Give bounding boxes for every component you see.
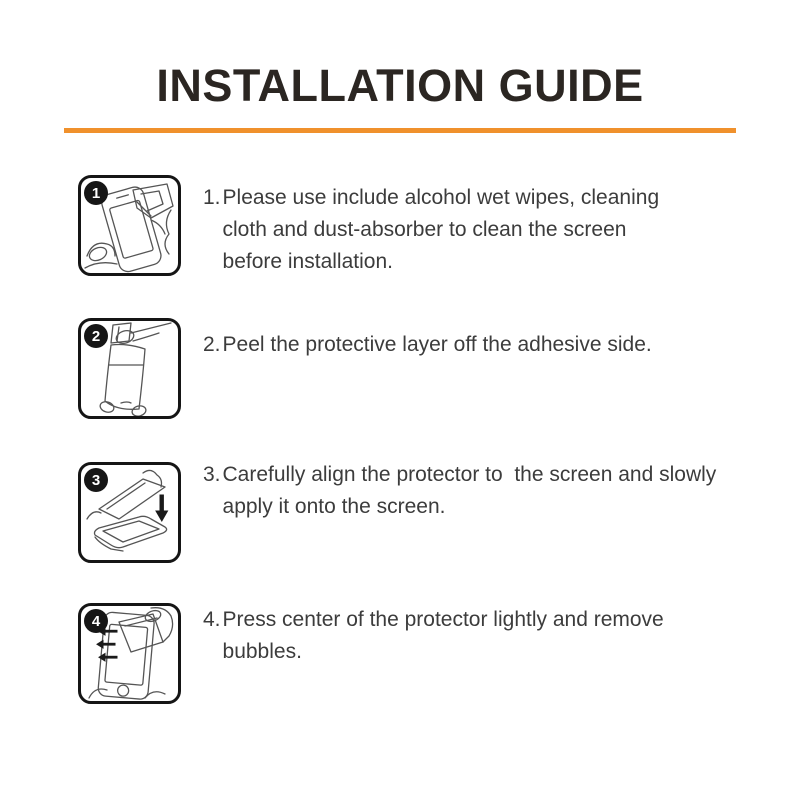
step-3-text — [203, 459, 716, 523]
step-3-number: 3. — [203, 463, 221, 486]
step-3-line-1: Carefully align the protector to the screen and slowly — [222, 463, 717, 486]
step-4-text — [203, 604, 664, 668]
step-3-number-badge: 3 — [84, 468, 108, 492]
step-4-number: 4. — [203, 608, 221, 631]
step-4-line-2: bubbles. — [222, 640, 302, 663]
step-2-line-1: Peel the protective layer off the adhesive side. — [222, 333, 652, 356]
step-2-number: 2. — [203, 333, 221, 356]
step-2-illustration-box — [78, 318, 181, 419]
step-3-line-2: apply it onto the screen. — [222, 495, 446, 518]
step-1-line-1: Please use include alcohol wet wipes, cleaning — [222, 186, 660, 209]
step-1-illustration-box — [78, 175, 181, 276]
step-4-number-badge: 4 — [84, 609, 108, 633]
page-title: INSTALLATION GUIDE — [156, 60, 644, 111]
step-4-illustration-box — [78, 603, 181, 704]
step-4-line-1: Press center of the protector lightly and remove — [222, 608, 664, 631]
step-2-number-badge: 2 — [84, 324, 108, 348]
step-1-line-2: cloth and dust-absorber to clean the screen — [222, 218, 627, 241]
step-1-line-3: before installation. — [222, 250, 393, 273]
orange-divider — [64, 128, 736, 133]
step-1-number-badge: 1 — [84, 181, 108, 205]
step-1-number: 1. — [203, 186, 221, 209]
step-3-illustration-box — [78, 462, 181, 563]
step-2-text — [203, 329, 652, 361]
step-1-text — [203, 182, 659, 278]
